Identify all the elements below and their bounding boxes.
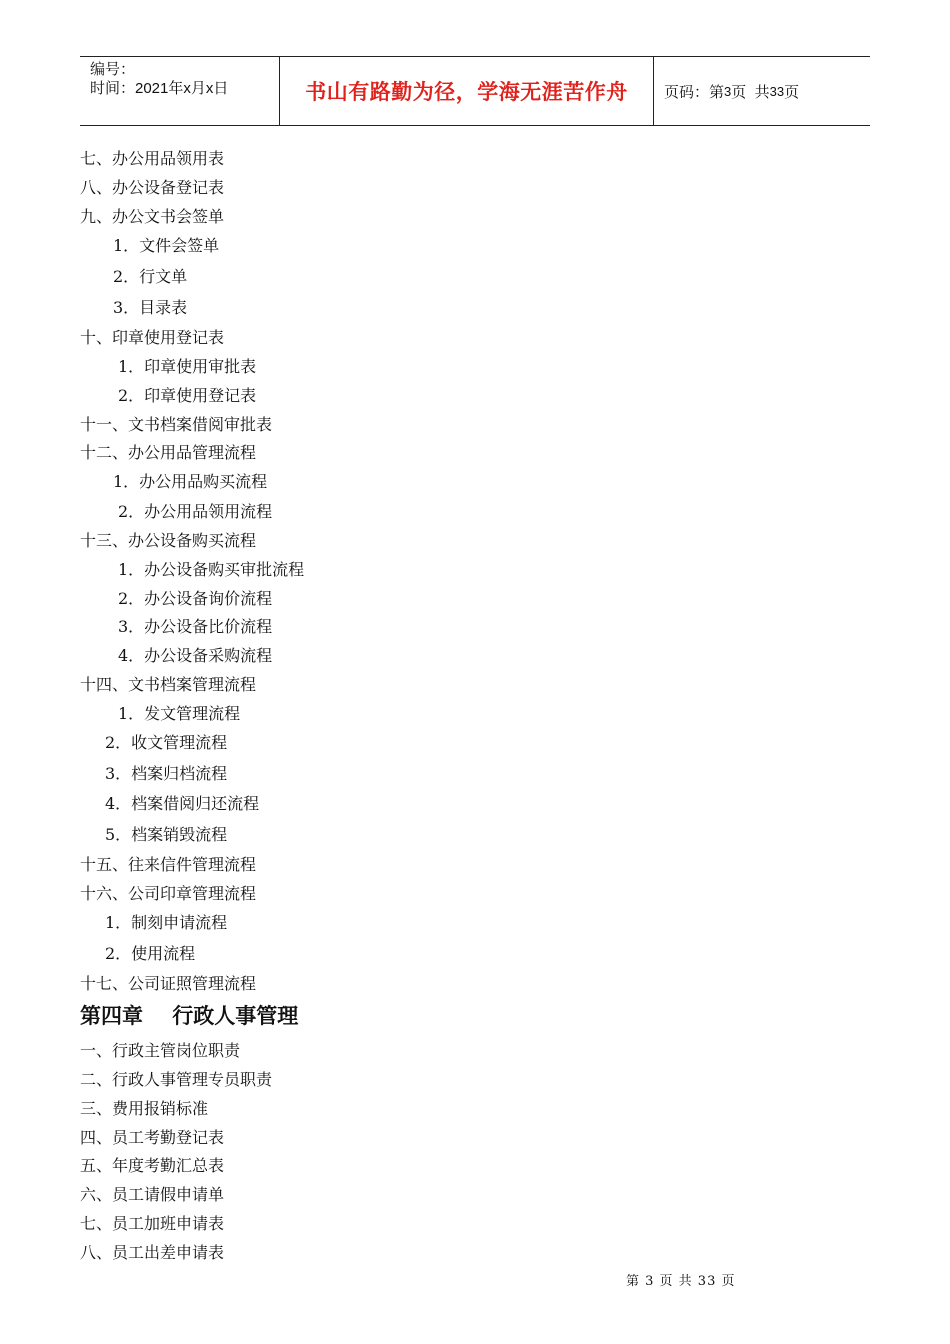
toc-subitem: 4．档案借阅归还流程 <box>105 794 260 813</box>
page-current: 3 <box>724 83 732 99</box>
toc-item: 八、办公设备登记表 <box>80 178 225 197</box>
toc-subitem: 1．印章使用审批表 <box>118 357 257 376</box>
toc-subitem: 3．办公设备比价流程 <box>118 617 273 636</box>
toc-item: 六、员工请假申请单 <box>80 1185 225 1204</box>
page-total: 33 <box>769 83 785 99</box>
toc-item: 四、员工考勤登记表 <box>80 1128 225 1147</box>
toc-subitem: 1．办公用品购买流程 <box>113 472 268 491</box>
toc-item: 七、办公用品领用表 <box>80 149 225 168</box>
toc-subitem: 2．办公设备询价流程 <box>118 589 273 608</box>
toc-subitem: 2．办公用品领用流程 <box>118 502 273 521</box>
header-meta <box>80 57 280 125</box>
document-number-label: 编号： <box>90 61 136 78</box>
page-suffix: 页 <box>784 83 800 101</box>
toc-item: 十四、文书档案管理流程 <box>80 675 257 694</box>
toc-subitem: 2．使用流程 <box>105 944 196 963</box>
toc-item: 十五、往来信件管理流程 <box>80 855 257 874</box>
toc-item: 一、行政主管岗位职责 <box>80 1041 241 1060</box>
toc-item: 十、印章使用登记表 <box>80 328 225 347</box>
toc-subitem: 2．收文管理流程 <box>105 733 228 752</box>
header-motto-cell <box>280 57 654 125</box>
toc-item: 九、办公文书会签单 <box>80 207 225 226</box>
chapter-heading: 第四章 行政人事管理 <box>80 1004 299 1028</box>
toc-item: 八、员工出差申请表 <box>80 1243 225 1262</box>
toc-subitem: 3．档案归档流程 <box>105 764 228 783</box>
toc-subitem: 2．行文单 <box>113 267 188 286</box>
toc-subitem: 1．文件会签单 <box>113 236 220 255</box>
page-mid: 页 共 <box>731 83 770 101</box>
toc-item: 七、员工加班申请表 <box>80 1214 225 1233</box>
toc-subitem: 2．印章使用登记表 <box>118 386 257 405</box>
toc-item: 二、行政人事管理专员职责 <box>80 1070 273 1089</box>
toc-item: 三、费用报销标准 <box>80 1099 209 1118</box>
toc-item: 十一、文书档案借阅审批表 <box>80 415 273 434</box>
page-footer: 第 3 页 共 33 页 <box>626 1274 736 1289</box>
header-motto: 书山有路勤为径，学海无涯苦作舟 <box>305 80 628 104</box>
toc-subitem: 1．办公设备购买审批流程 <box>118 560 305 579</box>
toc-item: 十二、办公用品管理流程 <box>80 443 257 462</box>
toc-subitem: 5．档案销毁流程 <box>105 825 228 844</box>
toc-subitem: 4．办公设备采购流程 <box>118 646 273 665</box>
page-prefix: 页码：第 <box>664 83 725 101</box>
document-date: 时间：2021年x月x日 <box>90 80 229 97</box>
toc-item: 十三、办公设备购买流程 <box>80 531 257 550</box>
toc-subitem: 1．制刻申请流程 <box>105 913 228 932</box>
toc-subitem: 3．目录表 <box>113 298 188 317</box>
document-header <box>80 56 870 126</box>
header-page-info <box>654 57 870 125</box>
toc-subitem: 1．发文管理流程 <box>118 704 241 723</box>
toc-item: 五、年度考勤汇总表 <box>80 1156 225 1175</box>
toc-item: 十六、公司印章管理流程 <box>80 884 257 903</box>
toc-item: 十七、公司证照管理流程 <box>80 974 257 993</box>
